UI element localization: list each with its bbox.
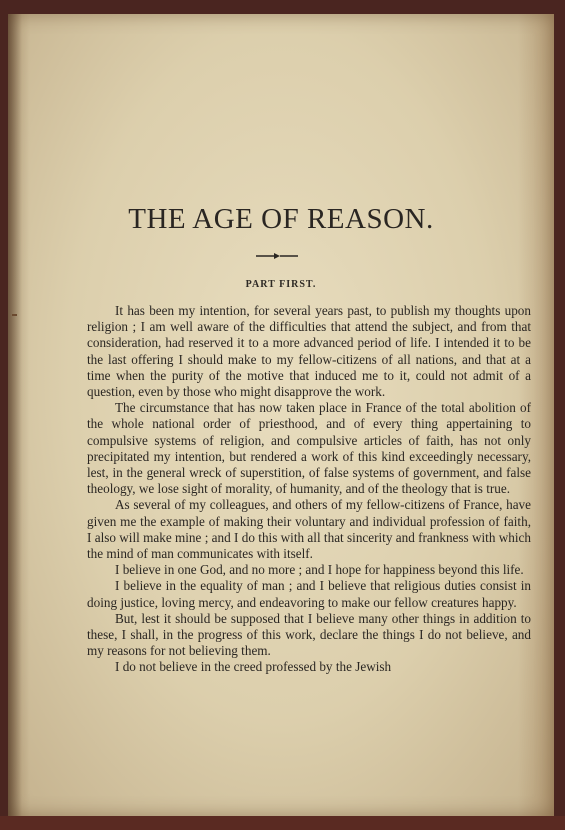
- page-title: THE AGE OF REASON.: [128, 203, 434, 235]
- paragraph: I do not believe in the creed professed by the Jewish: [115, 659, 392, 675]
- part-heading: PART FIRST.: [245, 279, 317, 290]
- dash-arrow-ornament-icon: [254, 252, 302, 260]
- book-page: [8, 14, 554, 816]
- book-bottom-edge: [0, 816, 565, 830]
- body-text: [87, 303, 531, 676]
- paragraph: I believe in one God, and no more ; and I hope for happiness beyond this life.: [115, 562, 524, 578]
- spine-shadow: [8, 14, 22, 816]
- margin-mark: [12, 314, 17, 316]
- paragraph: But, lest it should be supposed that I believe many other things in addition to these, I shall, in the progress of this work, declare the things I do not believe, and my reasons for not believing them.: [87, 610, 531, 659]
- paragraph: It has been my intention, for several years past, to publish my thoughts upon religion ; I am well aware of the difficulties that attend the subject, and from that consideration, had reserved it to a more advanced period of life. I intended it to be the last offering I should make to my fellow-citizens of all nations, and that at a time when the purity of the motive that induced me to it, could not admit of a question, even by those who might disapprove the work.: [87, 303, 531, 400]
- paragraph: I believe in the equality of man ; and I believe that religious duties consist in doing justice, loving mercy, and endeavoring to make our fellow creatures happy.: [87, 578, 531, 610]
- paragraph: As several of my colleagues, and others of my fellow-citizens of France, have given me the example of making their voluntary and individual profession of faith, I also will make mine ; and I do this with all that sincerity and frankness with which the mind of man communicates with itself.: [87, 497, 531, 562]
- paragraph: The circumstance that has now taken place in France of the total abolition of the whole national order of priesthood, and of every thing appertaining to compulsive systems of religion, and compulsive articles of faith, has not only precipitated my intention, but rendered a work of this kind exceedingly necessary, lest, in the general wreck of superstition, of false systems of government, and false theology, we lose sight of morality, of humanity, and of the theology that is true.: [87, 400, 531, 497]
